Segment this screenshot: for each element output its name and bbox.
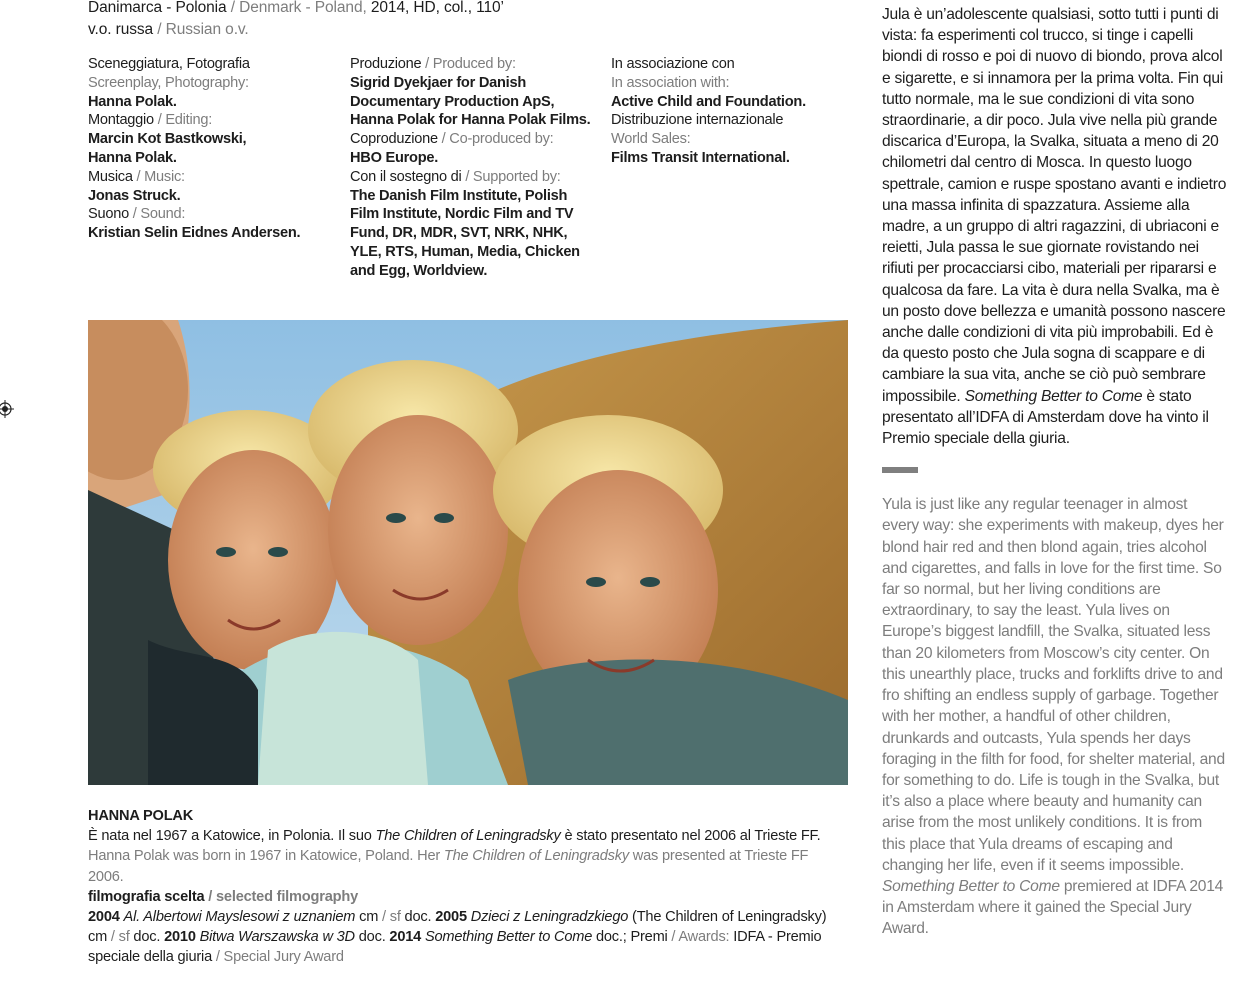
year-2010: 2010 [164,929,196,946]
coproduction-label-it: Coproduzione [350,131,438,148]
bio-en-title: The Children of Leningradsky [443,848,629,865]
filmography-label-it: filmografia scelta [88,888,205,905]
film-2004-title: Al. Albertowi Mayslesowi z uznaniem [123,909,356,926]
film-2014-title: Something Better to Come [424,929,593,946]
synopsis-italian [882,4,1227,449]
filmography-list [88,907,843,968]
editing-label-it: Montaggio [88,112,154,129]
awards-label-en: / Awards: [667,929,730,946]
production-label-it: Produzione [350,56,422,72]
registration-mark-icon [0,400,14,418]
synopsis-en-title: Something Better to Come [882,877,1060,895]
sound-label-it: Suono [88,206,129,223]
editing-value-1: Marcin Kot Bastkowski, [88,131,247,148]
synopsis-english [882,494,1227,939]
country-en: / Denmark - Poland, [226,0,367,16]
filmography-heading [88,887,843,907]
film-still-illustration [88,320,848,785]
support-label [350,168,598,187]
country-line [88,0,504,19]
music-value: Jonas Struck. [88,187,181,204]
version-en: / Russian o.v. [153,21,249,38]
music-label-en: / Music: [132,168,185,185]
support-value-1: The Danish Film Institute, Polish [350,187,568,204]
bio-it-tail: è stato presentato nel 2006 al Trieste FF. [560,828,821,845]
association-value: Active Child and Foundation. [611,93,806,110]
film-2005-sf: / sf [107,929,130,946]
film-2005-note: (The Children of Leningradsky) cm [88,909,827,946]
bio-en-text: Hanna Polak was born in 1967 in Katowice, Poland. Her [88,848,444,865]
support-value-2: Film Institute, Nordic Film and TV [350,206,574,223]
year-2005: 2005 [435,909,467,926]
association-label-it: In associazione con [611,56,735,72]
director-name: HANNA POLAK [88,808,194,824]
music-label-it: Musica [88,168,133,185]
section-divider [882,467,918,473]
production-value-1: Sigrid Dyekjaer for Danish [350,74,526,91]
synopsis-it-tail: è stato presentato all’IDFA di Amsterdam dove ha vinto il Premio speciale della giuria. [882,387,1209,448]
support-value-5: and Egg, Worldview. [350,262,488,279]
bio-it-title: The Children of Leningradsky [375,828,561,845]
film-2004-cm: cm [355,909,379,926]
award-it: IDFA - Premio speciale della giuria [88,929,822,966]
film-2014-doc: doc.; Premi [592,929,668,946]
editing-value-2: Hanna Polak. [88,149,177,166]
award-en: / Special Jury Award [211,949,344,966]
production-value-3: Hanna Polak for Hanna Polak Films. [350,112,591,129]
film-2004-doc: doc. [400,909,436,926]
credits-column-1 [88,55,338,243]
support-label-en: / Supported by: [461,168,561,185]
film-2010-title: Bitwa Warszawska w 3D [199,929,355,946]
version-line [88,19,504,41]
synopsis-en-text: Yula is just like any regular teenager in almost every way: she experiments with makeup, dyes her blond hair red and then blond again, tries alcohol and cigarettes, and falls in love for the first time. So far so normal, but her living conditions are extraordinary, to say the least. Yula lives on Europe’s biggest landfill, the Svalka, situated less than 20 kilometers from Moscow’s city center. On this unearthly place, trucks and forklifts drive to and fro shifting an endless supply of garbage. Together with her mother, a handful of other children, drunkards and outcasts, Yula spends her days foraging in the filth for food, for shelter material, and for something to do. Life is tough in the Svalka, but it’s also a place where beauty and humanity can arise from the most unlikely conditions. It is from this place that Yula dreams of escaping and changing her life, even if it seems impossible. [882,496,1225,874]
synopsis-it-title: Something Better to Come [964,387,1143,405]
coproduction-value: HBO Europe. [350,149,439,166]
sales-value: Films Transit International. [611,149,790,166]
support-value-3: Fund, DR, MDR, SVT, NRK, NHK, [350,225,568,242]
bio-en-tail: was presented at Trieste FF 2006. [88,848,809,885]
association-label-en: In association with: [611,74,730,91]
screenplay-label-en: Screenplay, Photography: [88,74,249,91]
sound-label [88,205,338,224]
director-bio [88,806,843,968]
support-value-4: YLE, RTS, Human, Media, Chicken [350,243,580,260]
bio-english [88,846,843,886]
sound-label-en: / Sound: [128,206,186,223]
music-label [88,168,338,187]
film-2005-title: Dzieci z Leningradzkiego [470,909,629,926]
support-label-it: Con il sostegno di [350,168,462,185]
bio-it-text: È nata nel 1967 a Katowice, in Polonia. Il suo [88,828,376,845]
sales-label-en: World Sales: [611,131,691,148]
synopsis-column [882,4,1227,940]
synopsis-en-tail: premiered at IDFA 2014 in Amsterdam where it gained the Special Jury Award. [882,877,1224,938]
year-2014: 2014 [389,929,422,946]
synopsis-it-text: Jula è un’adolescente qualsiasi, sotto tutti i punti di vista: fa esperimenti col trucco, si tinge i capelli biondi di rosso e poi di nuovo di biondo, prova alcol e sigarette, e si innamora per la prima volta. Fin qui tutto normale, ma le sue condizioni di vita sono straordinarie, a dir poco. Jula vive nella più grande discarica d’Europa, la Svalka, situata a meno di 20 chilometri dal centro di Mosca. In questo luogo spettrale, camion e ruspe spostano avanti e indietro una massa infinita di spazzatura. Assieme alla madre, a un gruppo di altri ragazzini, di ubriaconi e reietti, Jula passa le sue giornate rovistando nei rifiuti per procacciarsi cibo, materiali per ripararsi e qualcosa da fare. La vita è dura nella Svalka, ma è un posto dove bellezza e umanità possono nascere anche dalle condizioni di vita più improbabili. Ed è da questo posto che Jula sogna di scappare e di cambiare la sua vita, anche se ciò può sembrare impossibile. [882,6,1227,405]
film-meta [88,0,504,41]
bio-italian [88,826,843,846]
filmography-label-en: / selected filmography [204,888,358,905]
editing-label [88,111,338,130]
credits-column-3 [611,55,841,168]
production-label [350,55,598,74]
country-it: Danimarca - Polonia [88,0,227,16]
credits-column-2 [350,55,598,281]
film-still-photo [88,320,848,785]
film-2010-doc: doc. [354,929,390,946]
production-label-en: / Produced by: [421,56,516,72]
sound-value: Kristian Selin Eidnes Andersen. [88,225,301,242]
year-2004: 2004 [88,909,120,926]
coproduction-label [350,130,598,149]
production-value-2: Documentary Production ApS, [350,93,555,110]
screenplay-label-it: Sceneggiatura, Fotografia [88,56,250,72]
sales-label-it: Distribuzione internazionale [611,112,784,129]
film-details: 2014, HD, col., 110’ [366,0,504,16]
coproduction-label-en: / Co-produced by: [437,131,554,148]
editing-label-en: / Editing: [153,112,212,129]
film-2004-sf: / sf [378,909,401,926]
screenplay-value: Hanna Polak. [88,93,177,110]
version-it: v.o. russa [88,21,154,38]
film-2005-doc: doc. [129,929,165,946]
